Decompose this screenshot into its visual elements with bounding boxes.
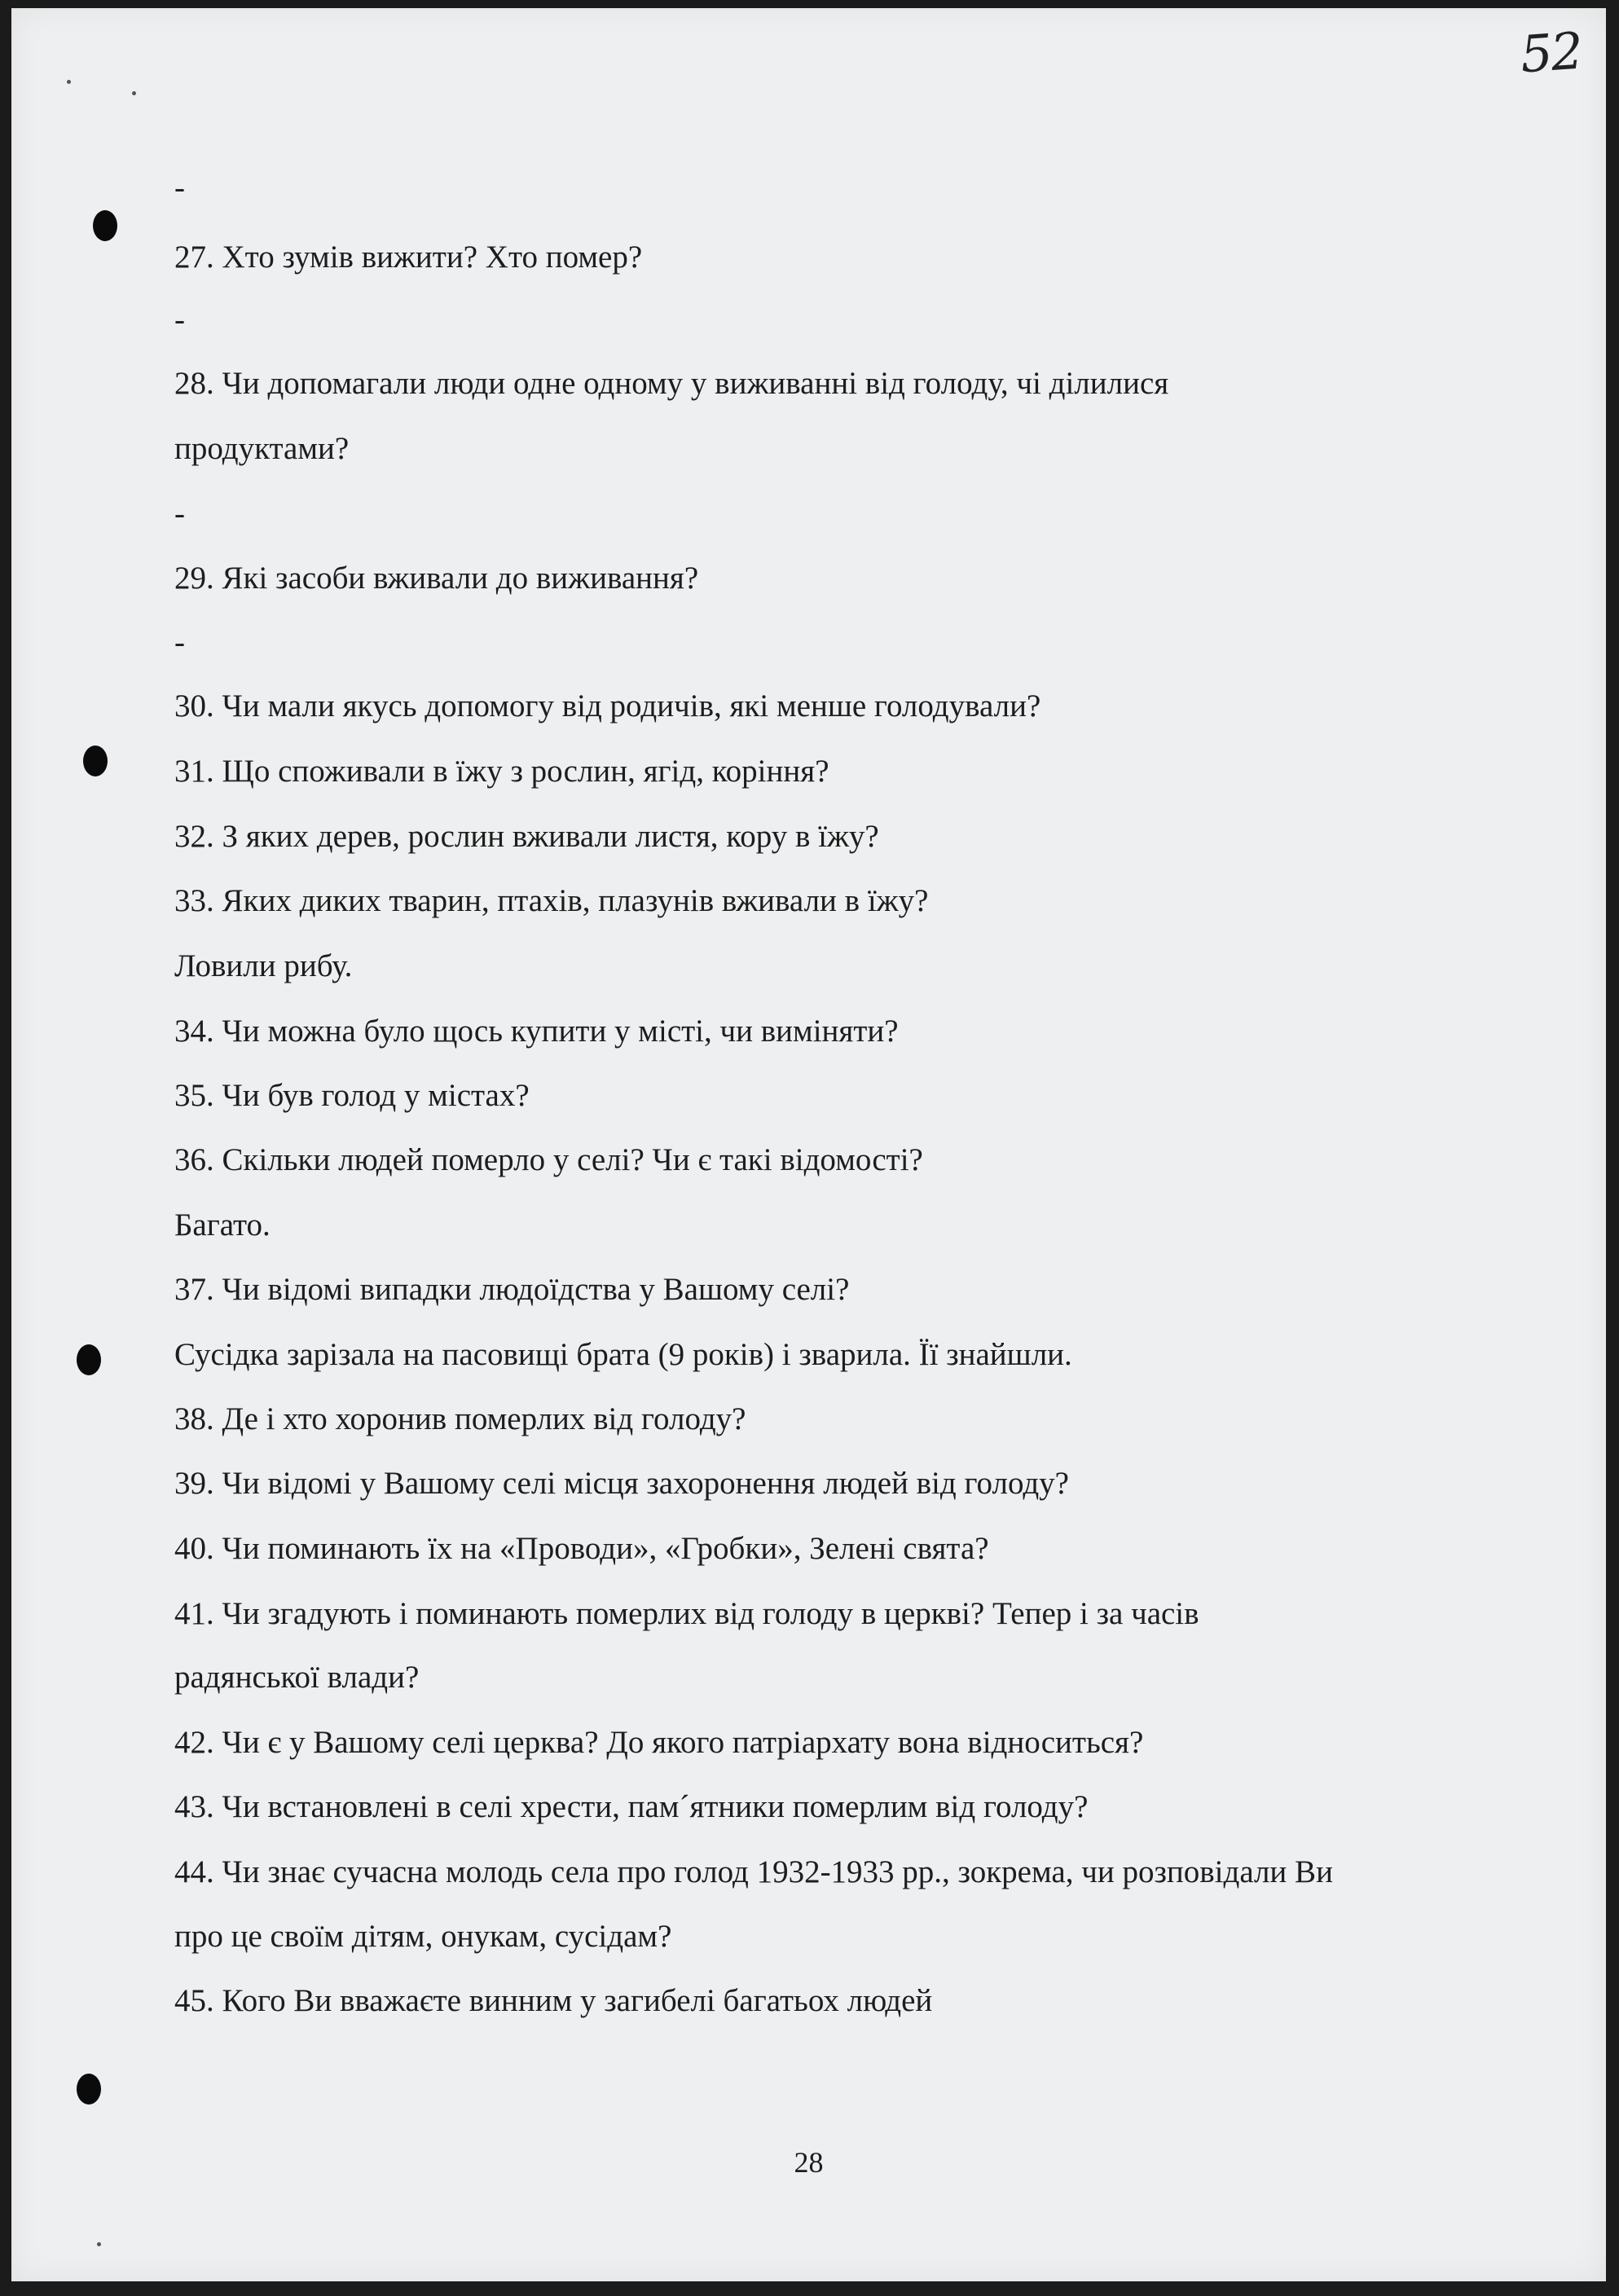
question-39: 39. Чи відомі у Вашому селі місця захоронення людей від голоду? <box>174 1466 1069 1501</box>
text-line: радянської влади? <box>174 1660 420 1695</box>
question-44: 44. Чи знає сучасна молодь села про голод 1932-1933 рр., зокрема, чи розповідали Ви <box>174 1854 1333 1889</box>
text-line: - <box>174 302 185 337</box>
page-number: 28 <box>794 2146 824 2179</box>
question-45: 45. Кого Ви вважаєте винним у загибелі багатьох людей <box>174 1983 933 2018</box>
text-line: - <box>174 496 185 531</box>
text-line: - <box>174 170 185 205</box>
question-28: 28. Чи допомагали люди одне одному у виживанні від голоду, чі ділилися <box>174 366 1169 401</box>
question-42: 42. Чи є у Вашому селі церква? До якого патріархату вона відноситься? <box>174 1725 1144 1760</box>
question-37: 37. Чи відомі випадки людоїдства у Вашому селі? <box>174 1272 850 1307</box>
question-38: 38. Де і хто хоронив померлих від голоду? <box>174 1401 746 1436</box>
answer-33: Ловили рибу. <box>174 948 353 983</box>
text-line: продуктами? <box>174 431 350 466</box>
text-line: - <box>174 625 185 660</box>
question-32: 32. З яких дерев, рослин вживали листя, кору в їжу? <box>174 819 879 854</box>
question-35: 35. Чи був голод у містах? <box>174 1078 530 1113</box>
document-page <box>11 8 1606 2281</box>
question-43: 43. Чи встановлені в селі хрести, пам´ятники померлим від голоду? <box>174 1789 1089 1824</box>
question-41: 41. Чи згадують і поминають померлих від голоду в церкві? Тепер і за часів <box>174 1596 1199 1631</box>
punch-hole-icon <box>77 1344 101 1375</box>
answer-37: Сусідка зарізала на пасовищі брата (9 років) і зварила. Її знайшли. <box>174 1337 1072 1372</box>
question-34: 34. Чи можна було щось купити у місті, чи виміняти? <box>174 1014 899 1049</box>
punch-hole-icon <box>93 210 117 241</box>
question-33: 33. Яких диких тварин, птахів, плазунів вживали в їжу? <box>174 883 929 918</box>
question-36: 36. Скільки людей померло у селі? Чи є такі відомості? <box>174 1142 923 1177</box>
scan-speck-icon <box>97 2242 101 2246</box>
punch-hole-icon <box>83 746 108 776</box>
question-31: 31. Що споживали в їжу з рослин, ягід, коріння? <box>174 754 829 789</box>
answer-36: Багато. <box>174 1207 271 1243</box>
punch-hole-icon <box>77 2074 101 2105</box>
question-29: 29. Які засоби вживали до виживання? <box>174 561 699 596</box>
text-line: про це своїм дітям, онукам, сусідам? <box>174 1919 672 1954</box>
handwritten-folio-number: 52 <box>1518 20 1584 85</box>
question-40: 40. Чи поминають їх на «Проводи», «Гробки», Зелені свята? <box>174 1531 989 1566</box>
scan-speck-icon <box>132 91 136 95</box>
question-30: 30. Чи мали якусь допомогу від родичів, які менше голодували? <box>174 688 1041 724</box>
scan-speck-icon <box>67 80 71 84</box>
question-27: 27. Хто зумів вижити? Хто помер? <box>174 240 643 275</box>
